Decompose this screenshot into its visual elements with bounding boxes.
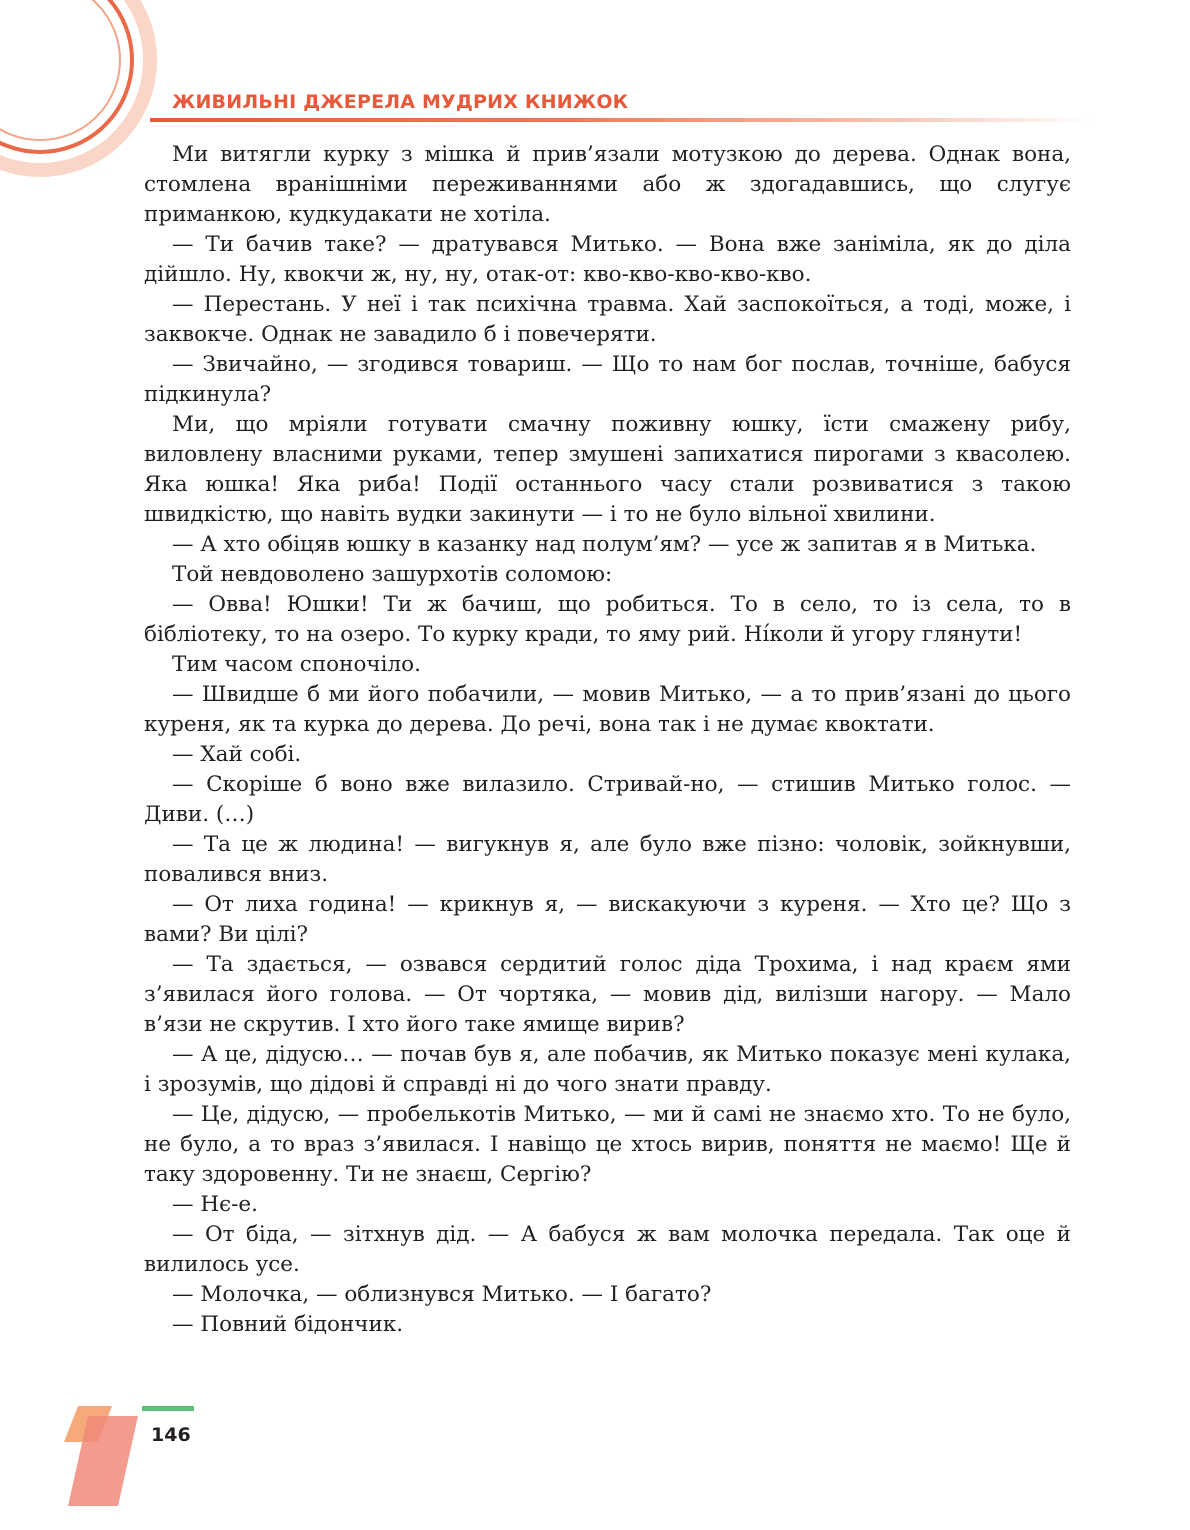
paragraph: — От лиха година! — крикнув я, — вискакуючи з куреня. — Хто це? Що з вами? Ви цілі? bbox=[144, 892, 1071, 947]
paragraph: — От біда, — зітхнув дід. — А бабуся ж вам молочка передала. Так оце й вилилось усе. bbox=[144, 1222, 1071, 1277]
paragraph: — Молочка, — облизнувся Митько. — І багато? bbox=[172, 1282, 712, 1307]
paragraph: Ми витягли курку з мішка й прив’язали мотузкою до дерева. Однак вона, стомлена вранішніми переживаннями або ж здогадавшись, що слугує приманкою, кудкудакати не хотіла. bbox=[144, 142, 1071, 227]
paragraph: — Нє-е. bbox=[172, 1192, 258, 1217]
paragraph: Тим часом споночіло. bbox=[172, 652, 421, 677]
paragraph: Ми, що мріяли готувати смачну поживну юшку, їсти смажену рибу, виловлену власними руками, тепер змушені запихатися пирогами з квасолею. Яка юшка! Яка риба! Події останнього часу стали розвиватися з такою швидкістю, що навіть вудки закинути — і то не було вільної хвилини. bbox=[144, 412, 1071, 527]
paragraph: — Ти бачив таке? — дратувався Митько. — Вона вже заніміла, як до діла дійшло. Ну, квокчи ж, ну, ну, отак-от: кво-кво-кво-кво-кво. bbox=[144, 232, 1071, 287]
section-title: ЖИВИЛЬНІ ДЖЕРЕЛА МУДРИХ КНИЖОК bbox=[172, 91, 629, 113]
paragraph: — Швидше б ми його побачили, — мовив Митько, — а то прив’язані до цього куреня, як та курка до дерева. До речі, вона так і не думає квоктати. bbox=[144, 682, 1071, 737]
page-corner-decoration bbox=[60, 1400, 210, 1510]
paragraph: — А це, дідусю… — почав був я, але побачив, як Митько показує мені кулака, і зрозумів, що дідові й справді ні до чого знати правду. bbox=[144, 1042, 1071, 1097]
paragraph: — Скоріше б воно вже вилазило. Стривай-но, — стишив Митько голос. — Диви. (…) bbox=[144, 772, 1071, 827]
paragraph: — Перестань. У неї і так психічна травма. Хай заспокоїться, а тоді, може, і заквокче. Однак не завадило б і повечеряти. bbox=[144, 292, 1071, 347]
page-number: 146 bbox=[151, 1424, 191, 1446]
paragraph: — Повний бідончик. bbox=[172, 1312, 404, 1337]
paragraph: Той невдоволено зашурхотів соломою: bbox=[172, 562, 613, 587]
paragraph: — Овва! Юшки! Ти ж бачиш, що робиться. То в село, то із села, то в бібліотеку, то на озеро. То курку кради, то яму рий. Ні́коли й угору глянути! bbox=[144, 592, 1071, 647]
story-text bbox=[144, 140, 1071, 1340]
header-rule bbox=[150, 118, 1090, 122]
paragraph: — Звичайно, — згодився товариш. — Що то нам бог послав, точніше, бабуся підкинула? bbox=[144, 352, 1071, 407]
paragraph: — Та це ж людина! — вигукнув я, але було вже пізно: чоловік, зойкнувши, повалився вниз. bbox=[144, 832, 1071, 887]
paragraph: — Хай собі. bbox=[172, 742, 302, 767]
paragraph: — А хто обіцяв юшку в казанку над полум’ям? — усе ж запитав я в Митька. bbox=[172, 532, 1037, 557]
paragraph: — Це, дідусю, — пробелькотів Митько, — ми й самі не знаємо хто. То не було, не було, а то враз з’явилася. І навіщо це хтось вирив, поняття не маємо! Ще й таку здоровенну. Ти не знаєш, Сергію? bbox=[144, 1102, 1071, 1187]
paragraph: — Та здається, — озвався сердитий голос діда Трохима, і над краєм ями з’явилася його голова. — От чортяка, — мовив дід, вилізши нагору. — Мало в’язи не скрутив. І хто його таке ямище вирив? bbox=[144, 952, 1071, 1037]
